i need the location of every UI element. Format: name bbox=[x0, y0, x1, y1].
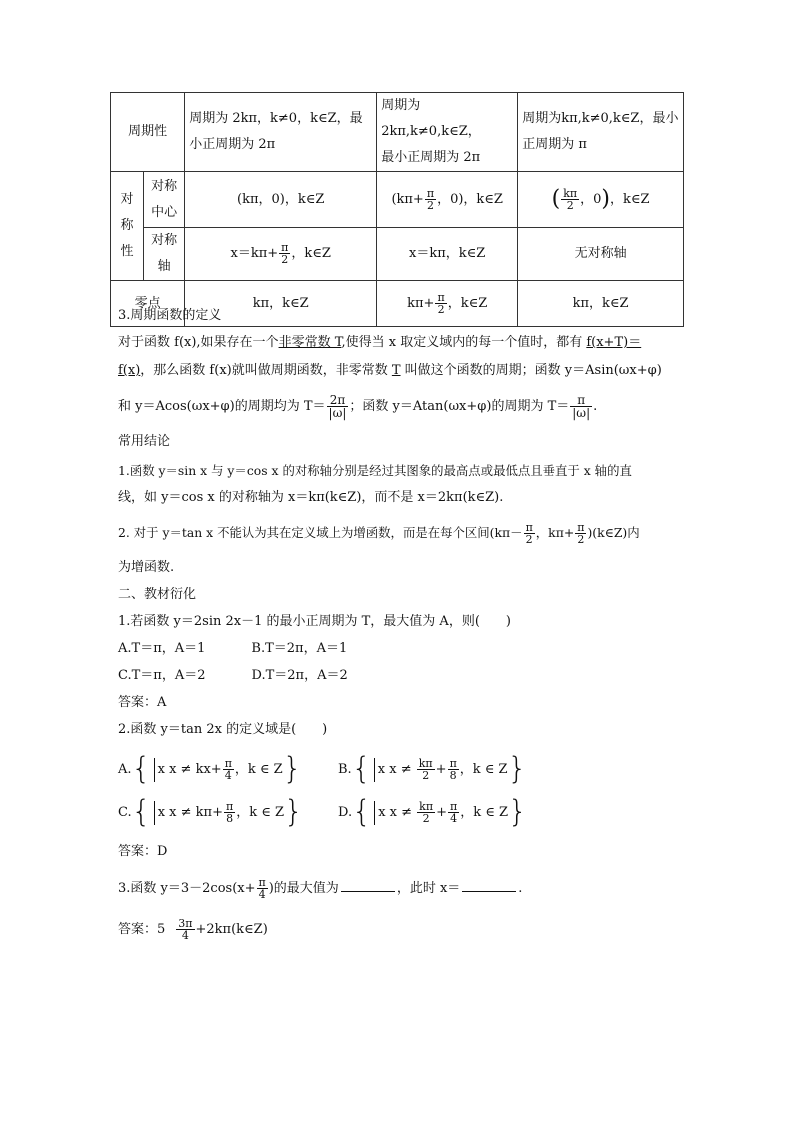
answer-2: 答案：D bbox=[118, 844, 168, 859]
tan-center: ( $\frac{k\pi}{2}$ ，0)，k∈Z bbox=[518, 172, 684, 228]
cos-zero-post: ，k∈Z bbox=[447, 295, 488, 311]
period-label: 周期性 bbox=[111, 93, 185, 172]
fraction: $\frac{\pi}{4}$ bbox=[449, 800, 458, 825]
fraction: $\frac{\pi}{8}$ bbox=[226, 800, 234, 825]
sin-center: (kπ，0)，k∈Z bbox=[185, 172, 377, 228]
symmetry-group-label bbox=[111, 172, 144, 281]
sin-axis-post: ，k∈Z bbox=[291, 246, 331, 261]
question-2-option-b: B.{ x x ≠ $\frac{k\pi}{2}$ + $\frac{\pi}{8}$ ，k ∈ Z} bbox=[338, 751, 527, 787]
cos-period-a: 周期为 2kπ,k≠0,k∈Z， bbox=[381, 98, 481, 139]
sin-zero: kπ，k∈Z bbox=[185, 281, 377, 327]
answer-1: 答案：A bbox=[118, 695, 167, 710]
question-2-option-a: A.{ x x ≠ kx+ $\frac{\pi}{4}$ ，k ∈ Z} bbox=[118, 751, 302, 787]
conclusion-2-line-1: 2. 对于 y＝tan x 不能认为其在定义域上为增函数，而是在每个区间(kπ－ $\frac{\pi}{2}$ ，kπ+ $\frac{\pi}{2}$ )(k∈Z)内 bbox=[118, 521, 640, 546]
sin-axis bbox=[185, 228, 377, 281]
symmetry-char-3: 性 bbox=[120, 244, 134, 259]
cos-period-b: 最小正周期为 2π bbox=[381, 150, 481, 165]
fraction: $\frac{k\pi}{2}$ bbox=[419, 800, 434, 825]
cos-zero-pre: kπ+ bbox=[407, 295, 435, 311]
conclusion-heading: 常用结论 bbox=[118, 434, 171, 449]
definition-line-1: 对于函数 f(x),如果存在一个非零常数 T,使得当 x 取定义域内的每一个值时，都有 f(x+T)＝ bbox=[118, 335, 642, 350]
cos-axis: x＝kπ，k∈Z bbox=[377, 228, 518, 281]
definition-line-3: 和 y＝Acos(ωx+φ)的周期均为 T＝ $\frac{2\pi}{|\omega|}$ ；函数 y＝Atan(ωx+φ)的周期为 T＝ $\frac{\pi}{|\omega|}$ . bbox=[118, 393, 598, 420]
definition-heading: 3.周期函数的定义 bbox=[118, 308, 222, 323]
tan-zero: kπ，k∈Z bbox=[518, 281, 684, 327]
answer-3: 答案：5 $\frac{3\pi}{4}$ +2kπ(k∈Z) bbox=[118, 917, 268, 942]
axis-label-1: 对称 bbox=[151, 233, 178, 248]
question-2: 2.函数 y＝tan 2x 的定义域是( ) bbox=[118, 722, 328, 737]
question-1-options-cd bbox=[118, 666, 348, 686]
fraction: $\frac{\pi}{4}$ bbox=[258, 876, 266, 901]
fraction: $\frac{\pi}{2}$ bbox=[525, 521, 533, 546]
cos-center-pre: (kπ+ bbox=[391, 191, 424, 207]
tan-period: 周期为kπ,k≠0,k∈Z，最小正周期为 π bbox=[518, 93, 684, 172]
center-label bbox=[144, 172, 185, 228]
question-2-option-d: D.{ x x ≠ $\frac{k\pi}{2}$ + $\frac{\pi}{4}$ ，k ∈ Z} bbox=[338, 794, 528, 830]
axis-label bbox=[144, 228, 185, 281]
table-row-axis bbox=[111, 228, 684, 281]
table-row-period bbox=[111, 93, 684, 172]
center-label-1: 对称 bbox=[151, 178, 178, 194]
fraction: $\frac{\pi}{4}$ bbox=[224, 757, 232, 782]
zero-label: 零点 bbox=[111, 281, 185, 327]
conclusion-1-line-2: 线，如 y＝cos x 的对称轴为 x＝kπ(k∈Z)，而不是 x＝2kπ(k∈Z). bbox=[118, 490, 504, 505]
option-b: B.T＝2π，A＝1 bbox=[251, 641, 348, 656]
conclusion-2-line-2: 为增函数. bbox=[118, 560, 175, 575]
fraction: $\frac{\pi}{2}$ bbox=[426, 186, 435, 212]
option-d: D.T＝2π，A＝2 bbox=[251, 668, 348, 683]
tan-center-tail: ，k∈Z bbox=[610, 191, 650, 207]
answer-blank-max bbox=[341, 879, 395, 892]
cos-period bbox=[377, 93, 518, 172]
option-c: C.T＝π，A＝2 bbox=[118, 668, 206, 683]
fraction: $\frac{\pi}{|\omega|}$ bbox=[572, 393, 591, 420]
definition-line-2: f(x)，那么函数 f(x)就叫做周期函数，非零常数 T 叫做这个函数的周期；函数 y＝Asin(ωx+φ) bbox=[118, 363, 662, 378]
question-3: 3.函数 y＝3－2cos(x+ $\frac{\pi}{4}$ )的最大值为 ，此时 x＝ . bbox=[118, 876, 523, 901]
symmetry-char-2: 称 bbox=[120, 218, 134, 233]
fraction: $\frac{2\pi}{|\omega|}$ bbox=[328, 393, 347, 420]
answer-blank-x bbox=[462, 879, 516, 892]
option-a: A.T＝π，A＝1 bbox=[118, 641, 206, 656]
tan-center-post: ，0 bbox=[580, 191, 602, 207]
center-label-2: 中心 bbox=[151, 204, 178, 220]
sin-axis-pre: x＝kπ+ bbox=[230, 246, 279, 261]
fraction: $\frac{k\pi}{2}$ bbox=[418, 757, 433, 782]
fraction: $\frac{\pi}{2}$ bbox=[281, 241, 289, 266]
trig-properties-table bbox=[110, 92, 684, 327]
question-1-options-ab bbox=[118, 639, 347, 659]
fraction: $\frac{3\pi}{4}$ bbox=[178, 917, 193, 942]
symmetry-char-1: 对 bbox=[120, 192, 134, 207]
section-2-heading: 二、教材衍化 bbox=[118, 587, 197, 602]
cos-center-post: ，0)，k∈Z bbox=[437, 191, 503, 207]
sin-period: 周期为 2kπ，k≠0，k∈Z，最小正周期为 2π bbox=[185, 93, 377, 172]
fraction: $\frac{\pi}{2}$ bbox=[437, 290, 445, 316]
axis-label-2: 轴 bbox=[157, 259, 171, 274]
tan-axis: 无对称轴 bbox=[518, 228, 684, 281]
fraction: $\frac{k\pi}{2}$ bbox=[563, 186, 578, 212]
fraction: $\frac{\pi}{2}$ bbox=[577, 521, 585, 546]
conclusion-1-line-1: 1.函数 y＝sin x 与 y＝cos x 的对称轴分别是经过其图象的最高点或最低点且垂直于 x 轴的直 bbox=[118, 463, 632, 478]
fraction: $\frac{\pi}{8}$ bbox=[449, 757, 457, 782]
cos-center bbox=[377, 172, 518, 228]
question-2-option-c: C.{ x x ≠ kπ+ $\frac{\pi}{8}$ ，k ∈ Z} bbox=[118, 794, 304, 830]
table-row-center bbox=[111, 172, 684, 228]
cos-zero bbox=[377, 281, 518, 327]
question-1: 1.若函数 y＝2sin 2x－1 的最小正周期为 T，最大值为 A，则( ) bbox=[118, 614, 511, 629]
